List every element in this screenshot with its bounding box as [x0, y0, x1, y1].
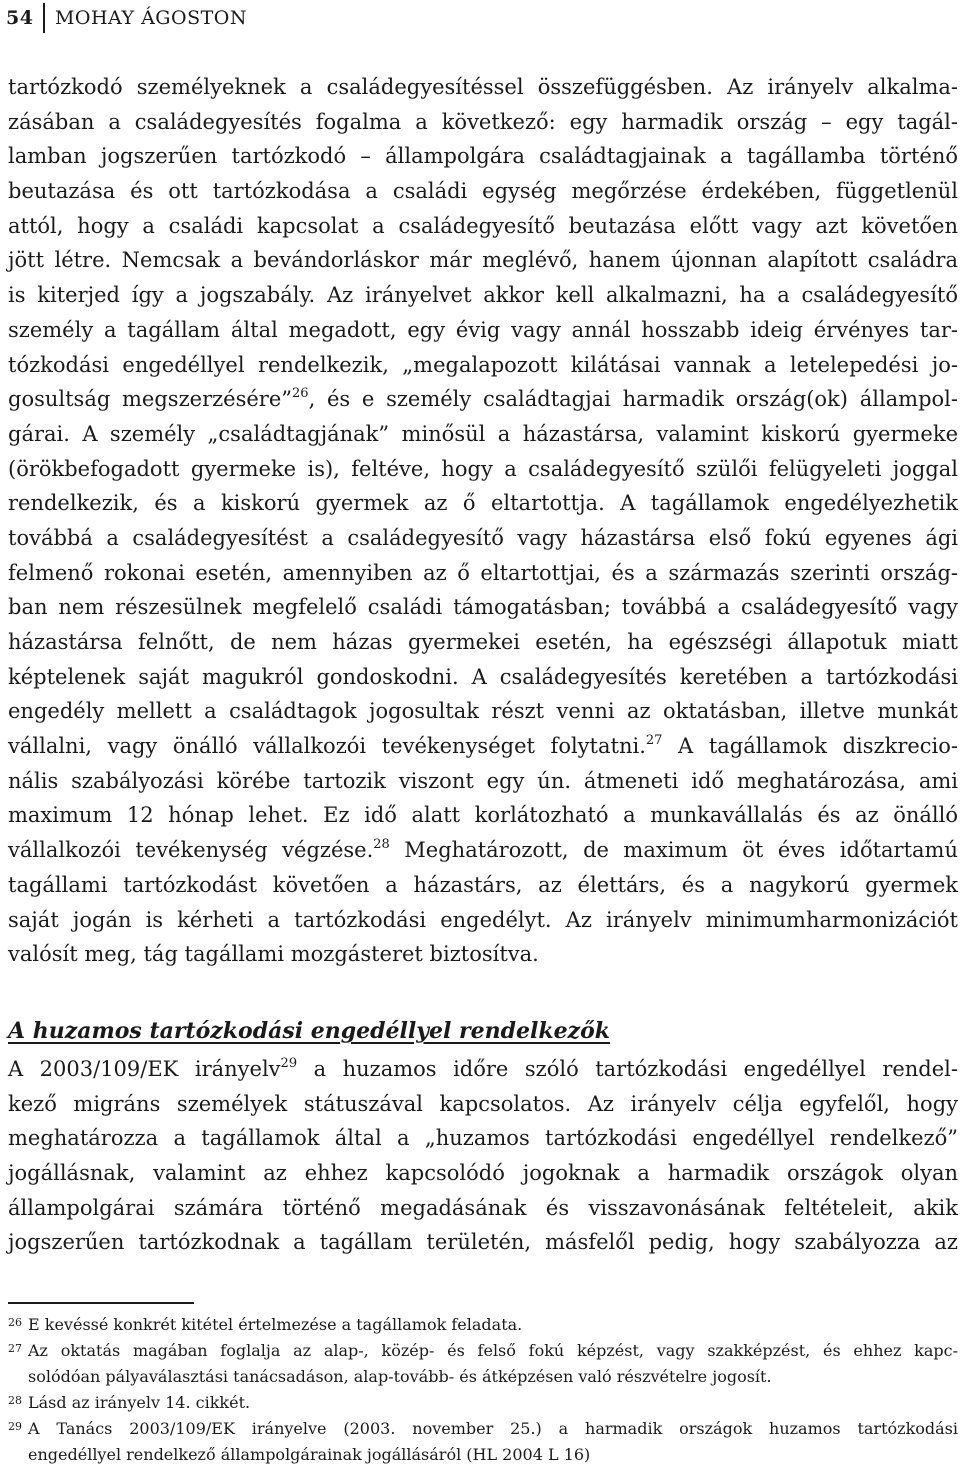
body-line: rendelkezik, és a kiskorú gyermek az ő eltartottja. A tagállamok engedélyezhetik	[8, 491, 958, 516]
body-line: tagállami tartózkodást követően a házastárs, az élettárs, és a nagykorú gyermek	[8, 872, 958, 897]
body-line-part: vállalkozói tevékenység végzése.	[8, 838, 374, 863]
body-line	[8, 382, 958, 417]
body-line: gárai. A személy „családtagjának” minősül a házastársa, valamint kiskorú gyermeke	[8, 421, 958, 446]
footnote-line: Az oktatás magában foglalja az alap-, közép- és felső fokú képzést, vagy szakképzést, és ehhez kapc-	[28, 1341, 958, 1360]
footnote-ref-28[interactable]: 28	[373, 837, 390, 853]
body-line: engedély mellett a családtagok jogosultak részt venni az oktatásban, illetve munkát	[8, 699, 958, 724]
section-paragraph	[8, 1052, 958, 1260]
section-line: állampolgárai számára történő megadásának és visszavonásának feltételeit, akik	[8, 1195, 958, 1220]
footnote-line: Lásd az irányelv 14. cikkét.	[28, 1393, 251, 1412]
body-line-part: Meghatározott, de maximum öt éves időtartamú	[389, 838, 958, 863]
footnote-number: 29	[8, 1420, 22, 1433]
body-line: jött létre. Nemcsak a bevándorláskor már meglévő, hanem újonnan alapított családra	[8, 248, 958, 273]
body-line	[8, 729, 958, 764]
body-line-part: A tagállamok diszkrecio-	[662, 734, 958, 759]
footnote-number: 26	[8, 1316, 22, 1329]
section-line-part: a huzamos időre szóló tartózkodási engedéllyel rendel-	[297, 1057, 958, 1081]
body-line: valósít meg, tág tagállami mozgásteret biztosítva.	[8, 942, 539, 967]
body-line: beutazása és ott tartózkodása a családi egység megőrzése érdekében, függetlenül	[8, 179, 958, 204]
body-line: képtelenek saját magukról gondoskodni. A családegyesítés keretében a tartózkodási	[8, 664, 958, 689]
body-line: nális szabályozási körébe tartozik viszont egy ún. átmeneti idő meghatározása, ami	[8, 768, 958, 793]
footnote-ref-29[interactable]: 29	[280, 1056, 298, 1071]
footnote-line: A Tanács 2003/109/EK irányelve (2003. november 25.) a harmadik országok huzamos tartózkodási	[28, 1419, 958, 1438]
body-line-part: vállalni, vagy önálló vállalkozói tevékenységet folytatni.	[8, 734, 646, 759]
section-line: jogszerűen tartózkodnak a tagállam területén, másfelől pedig, hogy szabályozza az	[8, 1230, 958, 1255]
footnote-divider	[8, 1302, 194, 1304]
page-number: 54	[6, 7, 34, 29]
section-line: jogállásnak, valamint az ehhez kapcsolódó jogoknak a harmadik országok olyan	[8, 1161, 958, 1186]
body-paragraph	[8, 70, 958, 972]
footnotes	[8, 1312, 958, 1468]
section-line: kező migráns személyek státuszával kapcsolatos. Az irányelv célja egyfelől, hogy	[8, 1091, 958, 1116]
footnote-line: E kevéssé konkrét kitétel értelmezése a tagállamok feladata.	[28, 1315, 523, 1334]
footnote-27	[8, 1338, 958, 1390]
body-line: is kiterjed így a jogszabály. Az irányelvet akkor kell alkalmazni, ha a családegyesítő	[8, 283, 958, 308]
section-line-part: A 2003/109/EK irányelv	[8, 1057, 281, 1081]
body-line: lamban jogszerűen tartózkodó – állampolgára családtagjainak a tagállamba történő	[8, 144, 958, 169]
footnote-28	[8, 1390, 958, 1416]
running-head-author: MOHAY ÁGOSTON	[54, 7, 247, 29]
section-line: meghatározza a tagállamok által a „huzamos tartózkodási engedéllyel rendelkező”	[8, 1126, 958, 1151]
body-line-part: , és e személy családtagjai harmadik ország(ok) állampol-	[308, 387, 958, 412]
body-line: tózkodási engedéllyel rendelkezik, „megalapozott kilátásai vannak a letelepedési jo-	[8, 352, 958, 377]
footnote-line: solódóan pályaválasztási tanácsadáson, alap-tovább- és átképzésen való részvételre jogosít.	[28, 1367, 772, 1386]
section-heading: A huzamos tartózkodási engedéllyel rendelkezők	[8, 1018, 610, 1044]
body-line: továbbá a családegyesítést a családegyesítő vagy házastársa első fokú egyenes ági	[8, 525, 958, 550]
body-line-part: gosultság megszerzésére”	[8, 387, 293, 412]
footnote-number: 28	[8, 1394, 22, 1407]
header-divider	[43, 3, 45, 33]
body-line: zásában a családegyesítés fogalma a következő: egy harmadik ország – egy tagál-	[8, 109, 958, 134]
body-line: (örökbefogadott gyermeke is), feltéve, hogy a családegyesítő szülői felügyeleti joggal	[8, 456, 958, 481]
body-line: saját jogán is kérheti a tartózkodási engedélyt. Az irányelv minimumharmonizációt	[8, 907, 958, 932]
body-line: attól, hogy a családi kapcsolat a családegyesítő beutazása előtt vagy azt követően	[8, 213, 958, 238]
footnote-29	[8, 1416, 958, 1468]
footnote-line: engedéllyel rendelkező állampolgárainak jogállásáról (HL 2004 L 16)	[28, 1445, 591, 1464]
body-line: személy a tagállam által megadott, egy évig vagy annál hosszabb ideig érvényes tar-	[8, 317, 958, 342]
footnote-ref-26[interactable]: 26	[292, 386, 309, 402]
running-head	[6, 2, 247, 34]
body-line: házastársa felnőtt, de nem házas gyermekei esetén, ha egészségi állapotuk miatt	[8, 630, 958, 654]
body-line	[8, 833, 958, 868]
body-line: tartózkodó személyeknek a családegyesítéssel összefüggésben. Az irányelv alkalma-	[8, 75, 958, 99]
section-line	[8, 1052, 958, 1087]
footnote-ref-27[interactable]: 27	[645, 733, 663, 749]
footnote-number: 27	[8, 1342, 22, 1355]
body-line: felmenő rokonai esetén, amennyiben az ő eltartottjai, és a származás szerinti ország-	[8, 560, 958, 585]
body-line: ban nem részesülnek megfelelő családi támogatásban; továbbá a családegyesítő vagy	[8, 595, 958, 620]
footnote-26	[8, 1312, 958, 1338]
body-line: maximum 12 hónap lehet. Ez idő alatt korlátozható a munkavállalás és az önálló	[8, 803, 958, 828]
